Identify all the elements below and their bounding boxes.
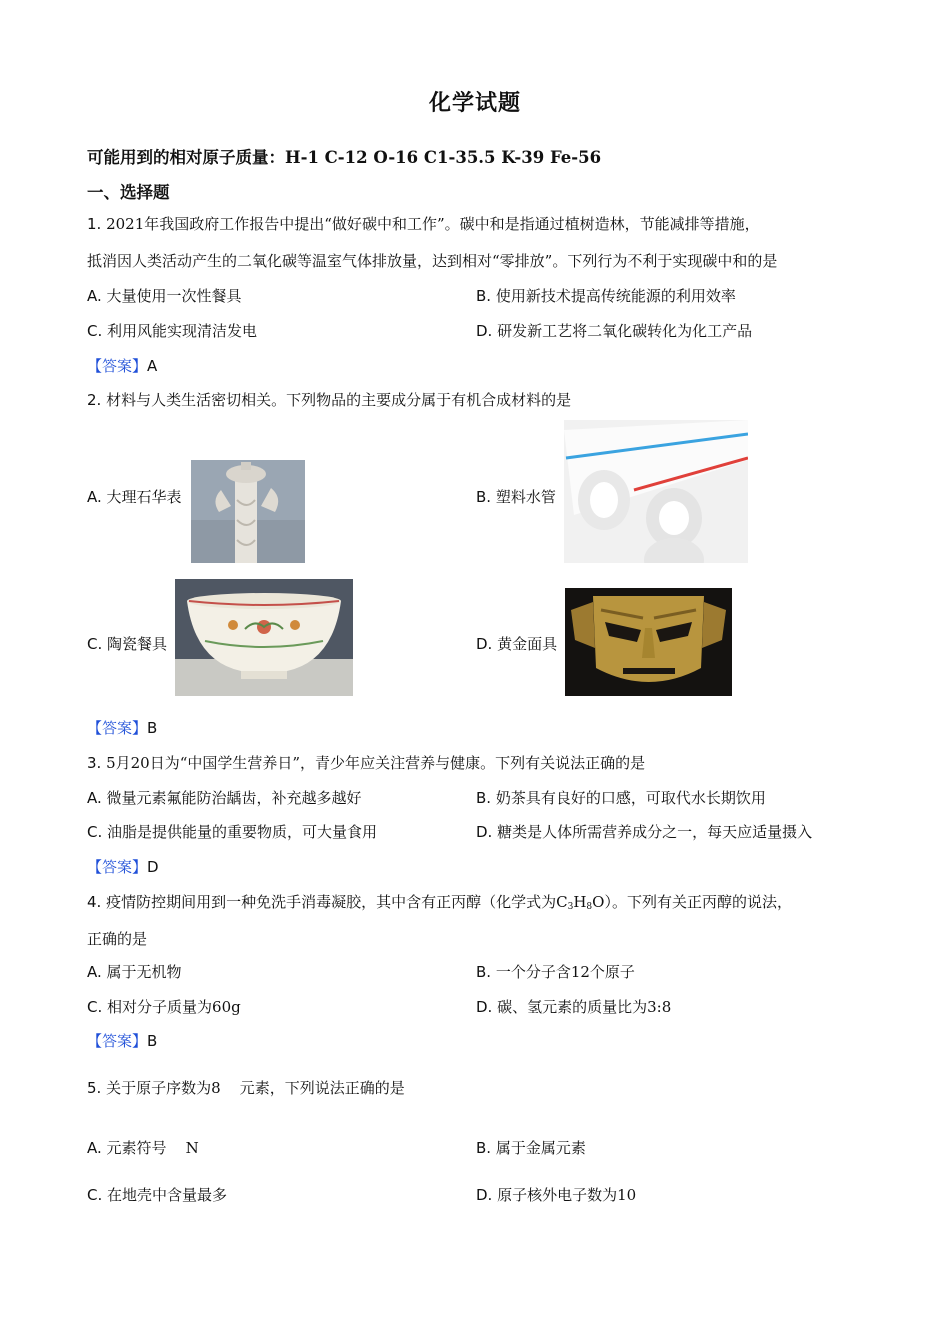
q4-stem-line2: 正确的是 — [87, 930, 148, 948]
q1-stem-line1: 1. 2021年我国政府工作报告中提出“做好碳中和工作”。碳中和是指通过植树造林，节能减排等措施， — [87, 215, 760, 233]
q1-stem-line2: 抵消因人类活动产生的二氧化碳等温室气体排放量，达到相对“零排放”。下列行为不利于实现碳中和的是 — [87, 252, 778, 270]
q3-option-d[interactable]: D. 糖类是人体所需营养成分之一，每天应适量摄入 — [476, 823, 813, 841]
q2-option-d[interactable]: D. 黄金面具 — [476, 635, 558, 653]
q3-option-a[interactable]: A. 微量元素氟能防治龋齿，补充越多越好 — [87, 789, 362, 807]
q2-option-b[interactable]: B. 塑料水管 — [476, 488, 556, 506]
q1-answer: 【答案】A — [87, 357, 158, 375]
q1-option-a[interactable]: A. 大量使用一次性餐具 — [87, 287, 242, 305]
q4-answer: 【答案】B — [87, 1032, 158, 1050]
q3-option-b[interactable]: B. 奶茶具有良好的口感，可取代水长期饮用 — [476, 789, 766, 807]
q4-stem-line1: 4. 疫情防控期间用到一种免洗手消毒凝胶，其中含有正丙醇（化学式为$C_3H_8O$）。下列有关正丙醇的说法， — [87, 893, 792, 912]
q1-option-b[interactable]: B. 使用新技术提高传统能源的利用效率 — [476, 287, 736, 305]
atomic-mass-note: 可能用到的相对原子质量：H-1 C-12 O-16 C1-35.5 K-39 Fe-56 — [87, 148, 602, 167]
q5-stem: 5. 关于原子序数为8 元素，下列说法正确的是 — [87, 1079, 405, 1097]
q1-option-c[interactable]: C. 利用风能实现清洁发电 — [87, 322, 258, 340]
q2-option-a[interactable]: A. 大理石华表 — [87, 488, 182, 506]
plastic-pipe-image — [564, 420, 748, 563]
q4-option-b[interactable]: B. 一个分子含12个原子 — [476, 963, 635, 981]
marble-pillar-image — [191, 460, 305, 563]
q2-answer: 【答案】B — [87, 719, 158, 737]
q1-option-d[interactable]: D. 研发新工艺将二氧化碳转化为化工产品 — [476, 322, 753, 340]
q5-option-a[interactable]: A. 元素符号 N — [87, 1139, 199, 1157]
q4-option-a[interactable]: A. 属于无机物 — [87, 963, 182, 981]
q2-option-c[interactable]: C. 陶瓷餐具 — [87, 635, 168, 653]
section-heading: 一、选择题 — [87, 183, 170, 202]
q5-option-c[interactable]: C. 在地壳中含量最多 — [87, 1186, 228, 1204]
q5-option-d[interactable]: D. 原子核外电子数为10 — [476, 1186, 637, 1204]
q2-stem: 2. 材料与人类生活密切相关。下列物品的主要成分属于有机合成材料的是 — [87, 391, 572, 409]
gold-mask-image — [565, 588, 732, 696]
q1-number: 1. — [87, 215, 102, 233]
q3-stem: 3. 5月20日为“中国学生营养日”，青少年应关注营养与健康。下列有关说法正确的是 — [87, 754, 646, 772]
q3-option-c[interactable]: C. 油脂是提供能量的重要物质，可大量食用 — [87, 823, 378, 841]
q4-option-c[interactable]: C. 相对分子质量为60g — [87, 998, 241, 1016]
q5-option-b[interactable]: B. 属于金属元素 — [476, 1139, 586, 1157]
page-title: 化学试题 — [428, 90, 521, 116]
ceramic-bowl-image — [175, 579, 353, 696]
q4-option-d[interactable]: D. 碳、氢元素的质量比为3:8 — [476, 998, 672, 1016]
q3-answer: 【答案】D — [87, 858, 159, 876]
